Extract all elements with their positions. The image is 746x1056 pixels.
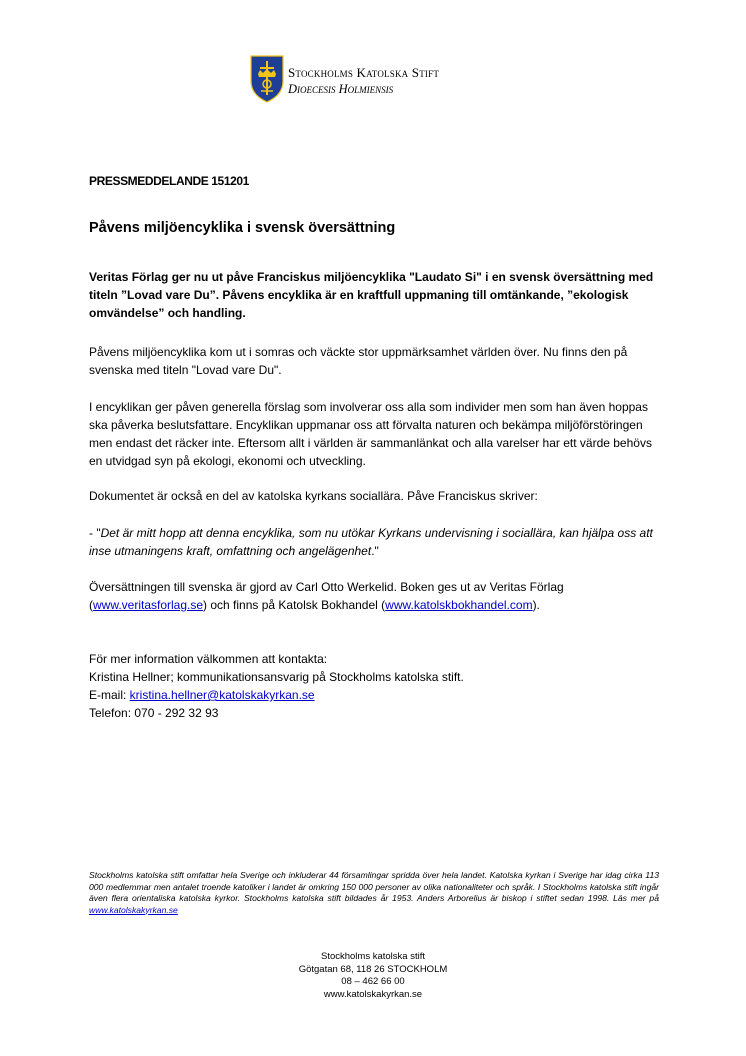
contact-intro: För mer information välkommen att kontakta: — [89, 652, 328, 666]
quote-prefix: - " — [89, 526, 101, 540]
page-title: Påvens miljöencyklika i svensk översättning — [89, 220, 396, 236]
contact-person: Kristina Hellner; kommunikationsansvarig på Stockholms katolska stift. — [89, 670, 464, 684]
email-label: E-mail: — [89, 688, 130, 702]
paragraph-3: Dokumentet är också en del av katolska kyrkans sociallära. Påve Franciskus skriver: — [89, 489, 538, 503]
paragraph-5 — [89, 578, 659, 614]
footer-about — [89, 870, 659, 916]
paragraph-2: I encyklikan ger påven generella förslag som involverar oss alla som individer men som han även hoppas ska påverka beslutsfattare. Encyklikan uppmanar oss att förvalta naturen och bekämpa miljöförstöringen men endast det räcker inte. Eftersom allt i världen är sammanlänkat och alla varelser har ett värde behövs en utvidgad syn på ekologi, ekonomi och utveckling. — [89, 400, 652, 468]
address-name: Stockholms katolska stift — [320, 951, 425, 962]
contact-phone: Telefon: 070 - 292 32 93 — [89, 706, 219, 720]
email-link[interactable]: kristina.hellner@katolskakyrkan.se — [129, 688, 315, 702]
diocese-shield-icon — [250, 55, 284, 103]
paragraph-1: Påvens miljöencyklika kom ut i somras och väckte stor uppmärksamhet världen över. Nu finns den på svenska med titeln "Lovad vare Du". — [89, 345, 628, 377]
lead-paragraph: Veritas Förlag ger nu ut påve Franciskus miljöencyklika "Laudato Si" i en svensk översättning med titeln ”Lovad vare Du”. Påvens encyklika är en kraftfull uppmaning till omtänkande, ”ekologisk omvändelse” och handling. — [89, 270, 654, 320]
org-latin-name: Dioecesis Holmiensis — [288, 82, 394, 96]
footer-website-link[interactable]: www.katolskakyrkan.se — [89, 904, 178, 915]
veritas-link[interactable]: www.veritasforlag.se — [93, 598, 204, 612]
bokhandel-link[interactable]: www.katolskbokhandel.com — [385, 598, 533, 612]
press-release-label: PRESSMEDDELANDE 151201 — [89, 174, 249, 188]
paragraph-5-text-2: ) och finns på Katolsk Bokhandel ( — [203, 598, 386, 612]
paragraph-5-text-1: Översättningen till svenska är gjord av Carl Otto Werkelid. Boken ges ut av Veritas Förlag ( — [89, 580, 564, 612]
address-web: www.katolskakyrkan.se — [323, 988, 423, 1000]
paragraph-5-text-3: ). — [532, 598, 540, 612]
contact-email-line — [89, 686, 659, 704]
footer-about-text: Stockholms katolska stift omfattar hela Sverige och inkluderar 44 församlingar spridda över hela landet. Katolska kyrkan i Sverige har idag cirka 113 000 medlemmar men antalet troende katoliker i landet är omkring 150 000 personer av olika nationaliteter och språk. I Stockholms katolska stift ingår även flera orientaliska katolska kyrkor. Stockholms katolska stift bildades år 1953. Anders Arborelius är biskop i stiftet sedan 1998. Läs mer på — [89, 870, 659, 903]
footer-address — [0, 951, 746, 1001]
contact-block — [89, 650, 659, 722]
diocese-logo — [250, 55, 480, 105]
org-name: Stockholms Katolska Stift — [288, 65, 440, 80]
address-phone: 08 – 462 66 00 — [341, 976, 405, 987]
address-street: Götgatan 68, 118 26 STOCKHOLM — [298, 963, 448, 975]
quote-text: Det är mitt hopp att denna encyklika, som nu utökar Kyrkans undervisning i sociallära, kan hjälpa oss att inse utmaningens kraft, omfattning och angelägenhet — [89, 526, 653, 558]
quote-suffix: ." — [371, 544, 379, 558]
quote-paragraph — [89, 524, 659, 560]
